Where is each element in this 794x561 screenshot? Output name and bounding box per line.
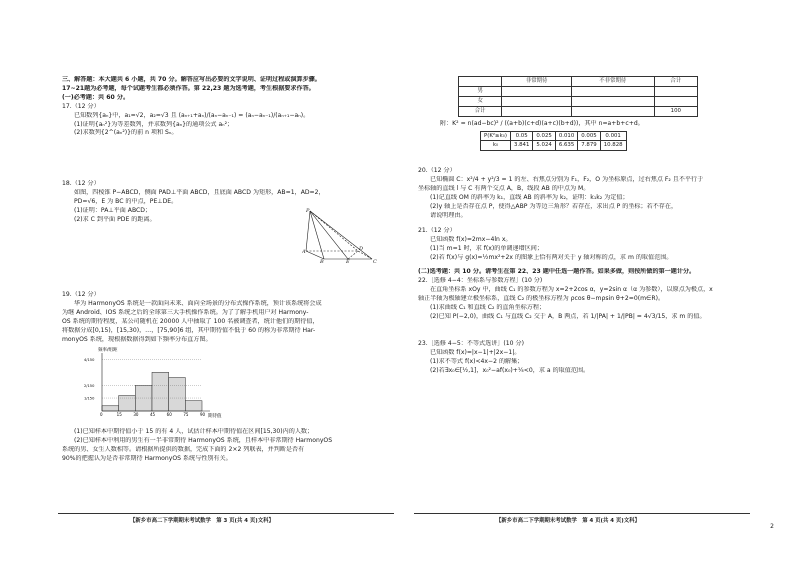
label-P: P <box>306 208 310 215</box>
table-cell: 不非常期待 <box>571 77 654 87</box>
label-D: D <box>359 246 364 253</box>
table-row <box>459 96 698 106</box>
q23-line: (2)若∃x₀∈[½,1]，x₀²−af(x₀)+¼<0，求 a 的取值范围。 <box>430 366 590 374</box>
q23-line: (1)求不等式 f(x)<4x−2 的解集； <box>430 357 524 365</box>
q21-head: 21.（12 分） <box>418 226 456 234</box>
table-cell: 非常期待 <box>502 77 572 87</box>
x-tick-label: 15 <box>116 411 122 417</box>
q20-line: 请说明理由。 <box>430 211 467 219</box>
table-cell <box>571 86 654 96</box>
x-tick-label: 30 <box>133 411 139 417</box>
q18-line: 如图，四棱锥 P−ABCD，侧面 PAD⊥平面 ABCD，且底面 ABCD 为矩形，AB=1，AD=2， <box>74 189 325 197</box>
q22-line: 在直角坐标系 xOy 中，曲线 C₁ 的参数方程为 x=2+2cos α，y=2sin α（α 为参数），以原点为极点，x <box>430 286 713 294</box>
table-cell: P(K²≥k₀) <box>481 131 511 141</box>
table-cell <box>571 96 654 106</box>
histogram-bar <box>102 405 119 410</box>
q22-head: 22.［选修 4−4：坐标系与参数方程］(10 分) <box>418 277 543 285</box>
table-cell: 5.024 <box>533 141 555 151</box>
x-tick-label: 45 <box>150 411 156 417</box>
q18-line: (2)求 C 到平面 PDE 的距离。 <box>74 215 156 223</box>
histogram-chart <box>82 345 232 425</box>
y-tick-label: 4/150 <box>84 357 95 362</box>
label-A: A <box>302 249 306 256</box>
left-footer: 【新乡市高二下学期期末考试数学 第 3 页(共 4 页)文科】 <box>130 518 274 524</box>
table-row <box>481 141 627 151</box>
table-cell <box>502 86 572 96</box>
histogram-bar <box>152 372 169 411</box>
table-row <box>459 106 698 116</box>
table-cell <box>571 106 654 116</box>
table-cell <box>459 77 502 87</box>
k2-formula: 附：K² = n(ad−bc)² / ((a+b)(c+d)(a+c)(b+d))，其中 n=a+b+c+d。 <box>440 119 644 127</box>
q22-line: (1)求曲线 C₁ 和直线 C₂ 的直角坐标方程； <box>430 304 546 312</box>
histogram-bar <box>185 400 202 410</box>
x-tick-label: 0 <box>100 411 103 417</box>
q18-line: (1)证明：PA⊥平面 ABCD； <box>74 207 152 215</box>
required-title: (一)必考题：共 60 分。 <box>62 93 130 101</box>
label-C: C <box>373 259 377 264</box>
q18-line: PD=√6，E 为 BC 的中点，PE⊥DE。 <box>74 198 178 206</box>
q17-line: 已知数列{aₙ}中，a₁=√2，a₂=√3 且 (aₙ₊₁+aₙ)/(aₙ−aₙ₋₁) = (aₙ−aₙ₋₁)/(aₙ₊₁−aₙ)。 <box>74 111 310 119</box>
table-cell: 7.879 <box>578 141 600 151</box>
table-row <box>459 86 698 96</box>
q18-head: 18.（12 分） <box>62 180 100 188</box>
table-cell: 合计 <box>459 106 502 116</box>
q19-part: (2)已知样本中利用的男生有一半非常期待 HarmonyOS 系统，且样本中非常期待 HarmonyOS <box>74 437 333 445</box>
q21-line: (2)若 f(x)与 g(x)=½mx²+2x 的图象上恰有两对关于 y 轴对称的点，求 m 的取值范围。 <box>430 253 673 261</box>
table-cell: 10.828 <box>600 141 626 151</box>
table-cell: 0.010 <box>555 131 577 141</box>
pyramid-figure <box>302 207 382 263</box>
y-tick-label: 1/150 <box>84 396 95 401</box>
q20-head: 20.（12 分） <box>418 167 456 175</box>
histogram-bar <box>119 395 136 410</box>
table-cell <box>654 96 697 106</box>
table-cell: 3.841 <box>510 141 532 151</box>
histogram-bar <box>135 385 152 411</box>
q19-part: 90%的把握认为是否非常期待 HarmonyOS 系统与性别有关。 <box>62 455 232 463</box>
table-cell: k₀ <box>481 141 511 151</box>
q19-part: (1)已知样本中期待值小于 15 的有 4 人，试估计样本中期待值在区间[15,30)内的人数； <box>74 428 314 436</box>
section-intro-2: 17~21题为必考题，每个试题考生都必须作答。第 22,23 题为选考题，考生根据要求作答。 <box>62 84 315 92</box>
table-cell: 100 <box>654 106 697 116</box>
q19-line: 将数据分成[0,15)，[15,30)，…，[75,90]6 组，其中期待值不低于 60 的称为非常期待 Har- <box>62 326 316 334</box>
q22-line: (2)已知 P(−2,0)，曲线 C₁ 与直线 C₂ 交于 A，B 两点，若 1/|PA| + 1/|PB| = 4√3/15，求 m 的值。 <box>430 312 706 320</box>
table-row <box>459 77 698 87</box>
q23-head: 23.［选修 4−5：不等式选讲］(10 分) <box>418 339 524 347</box>
optional-title: (二)选考题：共 10 分。请考生在第 22、23 题中任选一题作答。如果多做，则按所做的第一题计分。 <box>418 268 696 276</box>
q20-line: 已知椭圆 C：x²/4 + y²/3 = 1 的左、右焦点分别为 F₁，F₂，O 为坐标原点，过右焦点 F₂ 且不平行于 <box>430 176 704 184</box>
right-footer: 【新乡市高二下学期期末考试数学 第 4 页(共 4 页)文科】 <box>496 518 640 524</box>
left-column <box>62 76 390 464</box>
table-cell: 男 <box>459 86 502 96</box>
table-cell <box>502 106 572 116</box>
table-cell: 女 <box>459 96 502 106</box>
q19-part: 系统的男、女生人数相等。请根据所提供的数据，完成下面的 2×2 列联表，并判断是否有 <box>62 446 305 454</box>
x-tick-label: 90 <box>200 411 206 417</box>
critical-value-table <box>480 131 627 152</box>
q19-line: 为继 Android、IOS 系统之后的全球第三大手机操作系统。为了了解手机用户对 Harmony- <box>62 308 309 316</box>
q23-line: 已知函数 f(x)=|x−1|+|2x−1|。 <box>430 348 521 356</box>
table-cell: 6.635 <box>555 141 577 151</box>
q19-line: OS 系统的期待程度，某公司随机在 20000 人中抽取了 100 名被调查者，统计他们的期待值， <box>62 317 319 325</box>
label-B: B <box>320 259 324 264</box>
table-cell: 0.001 <box>600 131 626 141</box>
q22-line: 轴正半轴为极轴建立极坐标系，直线 C₂ 的极坐标方程为 ρcos θ−mρsin θ+2=0(m∈R)。 <box>418 295 665 303</box>
q17-line: (1)证明{aₙ²}为等差数列，并求数列{aₙ}的通项公式 aₙ²； <box>74 120 234 128</box>
table-cell: 0.05 <box>510 131 532 141</box>
q20-line: (2)y 轴上是否存在点 P，使得△ABP 为等边三角形？若存在，求出点 P 的坐标；若不存在， <box>430 202 678 210</box>
left-footer-rule <box>58 513 394 514</box>
q21-line: (1)当 m=1 时，求 f(x)的单调递增区间； <box>430 244 543 252</box>
table-cell: 合计 <box>654 77 697 87</box>
q20-line: 坐标轴的直线 l 与 C 有两个交点 A，B，线段 AB 的中点为 M。 <box>418 185 590 193</box>
q17-head: 17.（12 分） <box>62 102 100 110</box>
section-intro-1: 三、解答题：本大题共 6 小题，共 70 分。解答应写出必要的文字说明、证明过程或演算步骤。 <box>62 76 321 83</box>
x-tick-label: 75 <box>183 411 189 417</box>
q21-line: 已知函数 f(x)=2mx−4ln x。 <box>430 235 512 243</box>
q19-line: 华为 HarmonyOS 系统是一款面向未来、面向全场景的分布式操作系统，预计该系统将会成 <box>74 299 322 307</box>
label-E: E <box>346 259 350 264</box>
table-cell: 0.025 <box>533 131 555 141</box>
table-cell: 0.005 <box>578 131 600 141</box>
y-tick-label: 2/150 <box>84 383 95 388</box>
table-cell <box>654 86 697 96</box>
q19-head: 19.（12 分） <box>62 291 100 299</box>
histogram-bar <box>169 377 186 410</box>
x-axis-label: 期待值 <box>208 413 222 419</box>
right-column <box>418 76 748 375</box>
q19-line: monyOS 系统，现根据数据得到如下频率分布直方图。 <box>62 335 212 343</box>
table-cell <box>502 96 572 106</box>
page-number: 2 <box>770 523 774 530</box>
right-footer-rule <box>414 513 750 514</box>
y-axis-label: 频率/组距 <box>98 347 118 353</box>
q17-line: (2)求数列{2^(aₙ²)}的前 n 项和 Sₙ。 <box>74 129 178 137</box>
table-row <box>481 131 627 141</box>
contingency-table <box>458 76 698 117</box>
x-tick-label: 60 <box>166 411 172 417</box>
q20-line: (1)记直线 OM 的斜率为 k₁，直线 AB 的斜率为 k₂，证明：k₁k₂ 为定值； <box>430 194 629 202</box>
